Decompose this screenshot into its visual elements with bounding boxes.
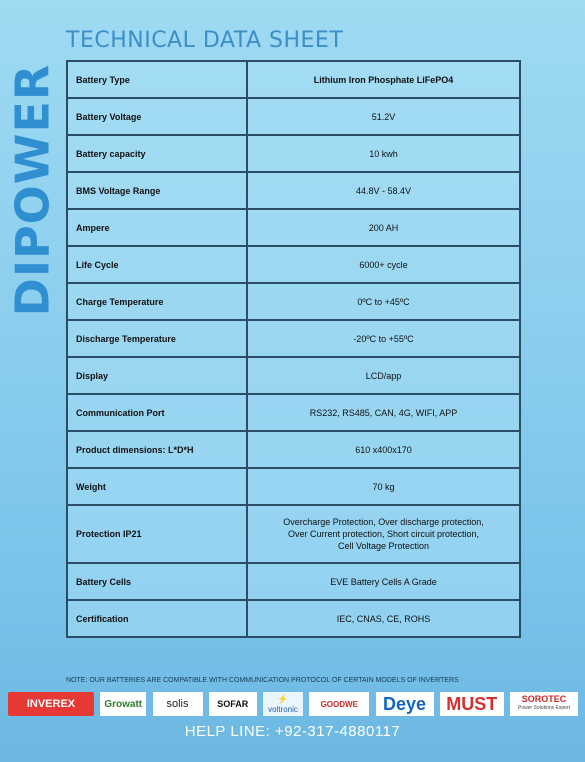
row-label: Communication Port [67,394,247,431]
row-value: Lithium Iron Phosphate LiFePO4 [247,61,520,98]
brand-vertical-text [4,60,60,320]
row-value: 0ºC to +45ºC [247,283,520,320]
voltronic-logo-text: voltronic [268,705,298,714]
row-value [247,505,520,563]
row-label: Certification [67,600,247,637]
compatibility-note: NOTE: OUR BATTERIES ARE COMPATIBLE WITH COMMUNICATION PROTOCOL OF CERTAIN MODELS OF INVERTERS [66,677,459,684]
bolt-icon: ⚡ [277,694,289,704]
row-label: BMS Voltage Range [67,172,247,209]
table-row [67,468,520,505]
row-label: Display [67,357,247,394]
table-row [67,394,520,431]
row-value: IEC, CNAS, CE, ROHS [247,600,520,637]
deye-logo: Deye [376,692,434,716]
value-line: Over Current protection, Short circuit protection, [287,529,480,539]
table-row [67,98,520,135]
table-row [67,320,520,357]
growatt-logo: Growatt [100,692,146,716]
page-title: TECHNICAL DATA SHEET [66,28,344,53]
table-row [67,600,520,637]
table-row [67,505,520,563]
table-row [67,431,520,468]
row-value: 200 AH [247,209,520,246]
row-value: 10 kwh [247,135,520,172]
row-label: Protection IP21 [67,505,247,563]
table-row [67,135,520,172]
row-value: RS232, RS485, CAN, 4G, WIFI, APP [247,394,520,431]
sorotec-logo-text: SOROTEC [521,694,567,704]
table-row [67,61,520,98]
help-line: HELP LINE: +92-317-4880117 [184,723,401,740]
sorotec-logo [510,692,578,716]
row-label: Life Cycle [67,246,247,283]
partner-logos [8,690,578,718]
table-row [67,283,520,320]
row-value: 6000+ cycle [247,246,520,283]
row-value: 70 kg [247,468,520,505]
row-value: 44.8V - 58.4V [247,172,520,209]
must-logo: MUST [440,692,504,716]
row-label: Battery Cells [67,563,247,600]
row-label: Battery capacity [67,135,247,172]
row-value: 610 x400x170 [247,431,520,468]
row-label: Discharge Temperature [67,320,247,357]
inverex-logo: INVEREX [8,692,94,716]
row-label: Weight [67,468,247,505]
row-label: Product dimensions: L*D*H [67,431,247,468]
row-value: LCD/app [247,357,520,394]
row-value: 51.2V [247,98,520,135]
row-label: Charge Temperature [67,283,247,320]
spec-table [66,60,521,638]
row-label: Ampere [67,209,247,246]
goodwe-logo: GOODWE [309,692,369,716]
row-label: Battery Type [67,61,247,98]
value-line: Overcharge Protection, Over discharge protection, [283,517,484,527]
sorotec-tagline: Power Solutions Expert [518,705,570,711]
solis-logo: solis [153,692,203,716]
row-label: Battery Voltage [67,98,247,135]
brand-name: DIPOWER [5,63,60,317]
table-row [67,246,520,283]
table-row [67,563,520,600]
table-row [67,357,520,394]
sofar-logo: SOFAR [209,692,257,716]
voltronic-logo [263,692,303,716]
table-row [67,209,520,246]
table-row [67,172,520,209]
row-value: -20ºC to +55ºC [247,320,520,357]
row-value: EVE Battery Cells A Grade [247,563,520,600]
value-line: Cell Voltage Protection [337,541,430,551]
